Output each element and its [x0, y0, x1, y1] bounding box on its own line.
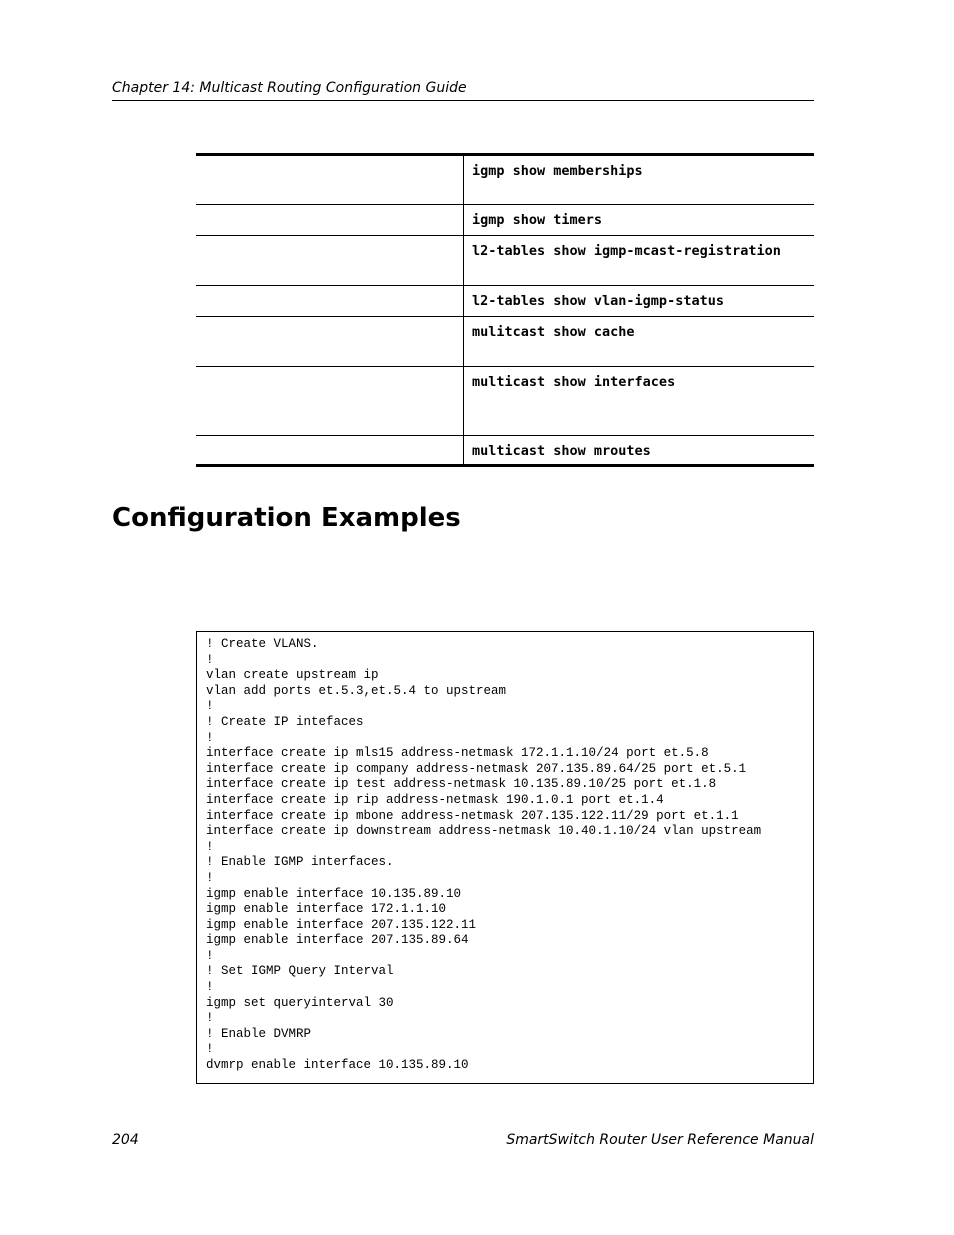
code-line: vlan add ports et.5.3,et.5.4 to upstream: [206, 683, 507, 698]
command-description: [196, 205, 464, 236]
code-line: dvmrp enable interface 10.135.89.10: [206, 1058, 469, 1073]
code-line: !: [206, 1042, 214, 1057]
command-description: [196, 155, 464, 205]
command-cell: igmp show timers: [464, 205, 815, 236]
code-line: igmp enable interface 172.1.1.10: [206, 902, 447, 917]
code-line: !: [206, 1011, 214, 1026]
command-cell: igmp show memberships: [472, 163, 643, 179]
table-row: [196, 155, 814, 205]
command-cell: l2-tables show igmp-mcast-registration: [464, 236, 815, 286]
code-line: ! Enable DVMRP: [206, 1026, 312, 1041]
table-row: [196, 367, 814, 436]
running-head: Chapter 14: Multicast Routing Configuration Guide: [112, 79, 814, 101]
table-row: [196, 205, 814, 236]
code-line: !: [206, 870, 214, 885]
command-cell: mulitcast show cache: [464, 317, 815, 367]
table-row: [196, 436, 814, 466]
manual-title: SmartSwitch Router User Reference Manual: [506, 1132, 814, 1148]
code-line: !: [206, 730, 214, 745]
code-line: interface create ip mls15 address-netmask 172.1.1.10/24 port et.5.8: [206, 746, 709, 761]
code-line: igmp enable interface 207.135.89.64: [206, 933, 469, 948]
code-line: ! Set IGMP Query Interval: [206, 964, 394, 979]
code-line: igmp enable interface 10.135.89.10: [206, 886, 462, 901]
table-row: [196, 317, 814, 367]
code-line: ! Create IP intefaces: [206, 714, 364, 729]
code-line: interface create ip rip address-netmask 190.1.0.1 port et.1.4: [206, 792, 664, 807]
command-description: [196, 317, 464, 367]
command-cell: multicast show mroutes: [464, 436, 815, 466]
code-line: interface create ip mbone address-netmask 207.135.122.11/29 port et.1.1: [206, 808, 739, 823]
page-number: 204: [112, 1132, 139, 1148]
code-line: interface create ip test address-netmask 10.135.89.10/25 port et.1.8: [206, 777, 717, 792]
code-example-box: [196, 631, 814, 1084]
command-description: [196, 436, 464, 466]
code-line: !: [206, 948, 214, 963]
code-line: !: [206, 839, 214, 854]
code-lines: [206, 637, 761, 1074]
table-row: [196, 286, 814, 317]
code-line: interface create ip company address-netmask 207.135.89.64/25 port et.5.1: [206, 761, 747, 776]
command-description: [196, 286, 464, 317]
command-cell: multicast show interfaces: [464, 367, 815, 436]
command-description: [196, 236, 464, 286]
code-line: !: [206, 980, 214, 995]
command-description: [196, 367, 464, 436]
code-line: !: [206, 699, 214, 714]
command-cell: l2-tables show vlan-igmp-status: [464, 286, 815, 317]
code-line: vlan create upstream ip: [206, 668, 379, 683]
table-row: [196, 236, 814, 286]
code-line: igmp enable interface 207.135.122.11: [206, 917, 477, 932]
code-line: ! Create VLANS.: [206, 637, 319, 651]
code-line: interface create ip downstream address-netmask 10.40.1.10/24 vlan upstream: [206, 824, 762, 839]
code-line: !: [206, 652, 214, 667]
code-line: ! Enable IGMP interfaces.: [206, 855, 394, 870]
command-table: [196, 153, 814, 467]
code-line: igmp set queryinterval 30: [206, 995, 394, 1010]
section-heading: Configuration Examples: [112, 503, 461, 533]
